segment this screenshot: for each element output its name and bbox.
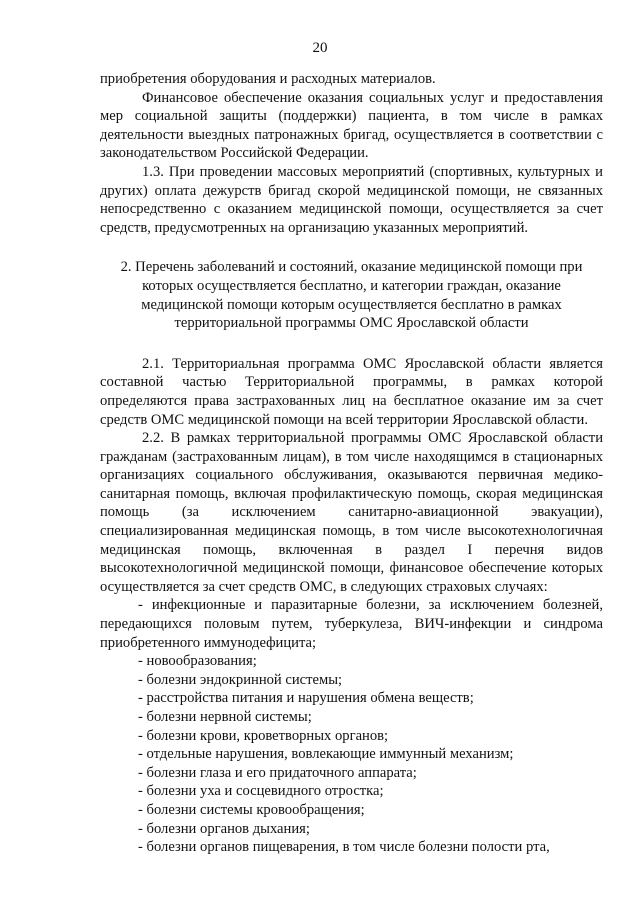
paragraph-social-services: Финансовое обеспечение оказания социальных услуг и предоставления мер социальной защиты (поддержки) пациента, в том числе в рамках деятельности выездных патронажных бригад, осуществляется в соответствии с законодательством Российской Федерации. [100,89,603,162]
paragraph-1-3: 1.3. При проведении массовых мероприятий (спортивных, культурных и других) оплата дежурств бригад скорой медицинской помощи, не связанных непосредственно с оказанием медицинской помощи, осуществляется за счет средств, предусмотренных на организацию указанных мероприятий. [100,163,603,236]
list-item: - болезни эндокринной системы; [100,671,603,690]
section-heading-2: 2. Перечень заболеваний и состояний, оказание медицинской помощи при которых осуществляется бесплатно, и категории граждан, оказание медицинской помощи которым осуществляется бесплатно в рамках территориальной программы ОМС Ярославской области [120,259,583,332]
list-item: - болезни уха и сосцевидного отростка; [100,782,603,801]
list-item: - болезни глаза и его придаточного аппарата; [100,764,603,783]
list-item: - отдельные нарушения, вовлекающие иммунный механизм; [100,745,603,764]
list-item: - болезни системы кровообращения; [100,801,603,820]
insured-cases-list [100,596,603,856]
list-item: - болезни нервной системы; [100,708,603,727]
paragraph-2-1: 2.1. Территориальная программа ОМС Ярославской области является составной частью Территориальной программы, в рамках которой определяются права застрахованных лиц на бесплатное оказание им за счет средств ОМС медицинской помощи на всей территории Ярославской области. [100,355,603,428]
document-body [100,70,603,857]
list-item: - болезни крови, кроветворных органов; [100,727,603,746]
paragraph-continuation: приобретения оборудования и расходных материалов. [100,71,436,87]
list-item: - болезни органов пищеварения, в том числе болезни полости рта, [100,838,603,857]
list-item: - болезни органов дыхания; [100,820,603,839]
list-item: - расстройства питания и нарушения обмена веществ; [100,689,603,708]
page-number: 20 [312,40,328,56]
list-item: - новообразования; [100,652,603,671]
list-item: - инфекционные и паразитарные болезни, за исключением болезней, передающихся половым путем, туберкулеза, ВИЧ-инфекции и синдрома приобретенного иммунодефицита; [100,596,603,652]
paragraph-2-2: 2.2. В рамках территориальной программы ОМС Ярославской области гражданам (застрахованным лицам), в том числе находящимся в стационарных организациях социального обслуживания, оказываются первичная медико-санитарная помощь, включая профилактическую помощь, скорая медицинская помощь (за исключением санитарно-авиационной эвакуации), специализированная медицинская помощь, в том числе высокотехнологичная медицинская помощь, включенная в раздел I перечня видов высокотехнологичной медицинской помощи, финансовое обеспечение которых осуществляется за счет средств ОМС, в следующих страховых случаях: [100,430,603,595]
